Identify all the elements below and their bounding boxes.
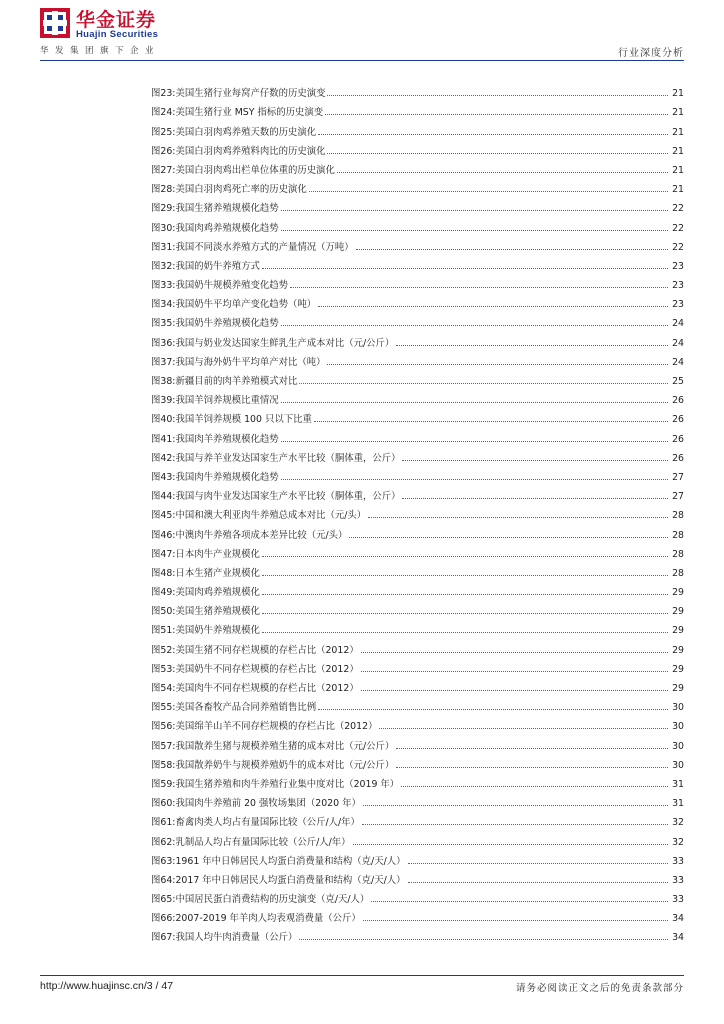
dot-leader (363, 920, 668, 921)
toc-entry[interactable] (151, 905, 684, 924)
dot-leader (318, 306, 668, 307)
figure-number: 图37: (151, 356, 176, 368)
figure-number: 图45: (151, 510, 176, 522)
figure-title: 美国白羽肉鸡养殖天数的历史演化 (175, 126, 317, 138)
figure-number: 图62: (151, 836, 176, 848)
dot-leader (262, 556, 668, 557)
figure-number: 图29: (151, 203, 176, 215)
figure-title: 美国奶牛养殖规模化 (175, 625, 260, 637)
figure-title: 2007-2019 年羊肉人均表观消费量（公斤） (175, 913, 361, 925)
page-number: 30 (672, 759, 684, 771)
toc-entry[interactable] (151, 828, 684, 847)
dot-leader (299, 383, 668, 384)
figure-title: 我国人均牛肉消费量（公斤） (175, 932, 298, 944)
footer-divider (40, 975, 684, 976)
page-number: 24 (672, 337, 684, 349)
figure-title: 我国的奶牛养殖方式 (175, 260, 260, 272)
dot-leader (281, 479, 668, 480)
figure-title: 我国散养生猪与规模养殖生猪的成本对比（元/公斤） (175, 740, 395, 752)
dot-leader (362, 824, 668, 825)
figure-title: 乳制品人均占有量国际比较（公斤/人/年） (175, 836, 351, 848)
toc-entry[interactable] (151, 560, 684, 579)
toc-entry[interactable] (151, 656, 684, 675)
figure-number: 图55: (151, 702, 176, 714)
dot-leader (396, 345, 668, 346)
figure-number: 图44: (151, 491, 176, 503)
page-number: 21 (672, 126, 684, 138)
page-number: 27 (672, 491, 684, 503)
huajin-logo-icon (40, 8, 70, 38)
header-divider (40, 60, 684, 61)
figure-number: 图31: (151, 241, 176, 253)
toc-entry[interactable] (151, 752, 684, 771)
dot-leader (262, 268, 668, 269)
figure-number: 图32: (151, 260, 176, 272)
figure-number: 图33: (151, 280, 176, 292)
figure-title: 我国生猪养殖和肉牛养殖行业集中度对比（2019 年） (175, 778, 400, 790)
figure-title: 美国绵羊山羊不同存栏规模的存栏占比（2012） (175, 721, 378, 733)
page-number: 33 (672, 855, 684, 867)
page-number: 32 (672, 817, 684, 829)
toc-entry[interactable] (151, 368, 684, 387)
dot-leader (408, 882, 668, 883)
dot-leader (402, 460, 668, 461)
dot-leader (327, 153, 668, 154)
dot-leader (325, 114, 668, 115)
page-number: 21 (672, 184, 684, 196)
page-number: 29 (672, 663, 684, 675)
page-number: 34 (672, 932, 684, 944)
figure-title: 我国肉牛养殖前 20 强牧场集团（2020 年） (175, 798, 361, 810)
toc-entry[interactable] (151, 118, 684, 137)
figure-number: 图42: (151, 452, 176, 464)
figure-number: 图61: (151, 817, 176, 829)
toc-entry[interactable] (151, 387, 684, 406)
figure-title: 我国羊饲养规模 100 只以下比重 (175, 414, 312, 426)
page-number: 28 (672, 529, 684, 541)
dot-leader (353, 844, 668, 845)
toc-entry[interactable] (151, 253, 684, 272)
figure-title: 中国和澳大利亚肉牛养殖总成本对比（元/头） (175, 510, 367, 522)
figure-number: 图60: (151, 798, 176, 810)
company-tagline: 华发集团旗下企业 (40, 46, 161, 56)
page-number: 28 (672, 510, 684, 522)
footer-disclaimer: 请务必阅读正文之后的免责条款部分 (515, 983, 684, 994)
figure-number: 图24: (151, 107, 176, 119)
figure-number: 图23: (151, 88, 176, 100)
figure-number: 图43: (151, 471, 176, 483)
toc-entry[interactable] (151, 483, 684, 502)
page-number: 25 (672, 376, 684, 387)
dot-leader (318, 709, 668, 710)
page-number: 29 (672, 683, 684, 694)
dot-leader (368, 517, 668, 518)
page-number: 28 (672, 548, 684, 560)
page-number: 30 (672, 702, 684, 714)
page-number: 21 (672, 145, 684, 157)
page-number: 31 (672, 778, 684, 790)
toc-entry[interactable] (151, 732, 684, 751)
dot-leader (262, 594, 668, 595)
figure-title: 美国各畜牧产品合同养殖销售比例 (175, 702, 317, 714)
figure-title: 我国与养羊业发达国家生产水平比较（胴体重，公斤） (175, 452, 401, 464)
figure-title: 我国散养奶牛与规模养殖奶牛的成本对比（元/公斤） (175, 759, 395, 771)
figure-number: 图25: (151, 126, 176, 138)
figure-number: 图46: (151, 529, 176, 541)
figure-number: 图35: (151, 318, 176, 330)
page-number: 21 (672, 107, 684, 119)
page-number: 29 (672, 587, 684, 599)
page-number: 30 (672, 740, 684, 752)
figure-number: 图30: (151, 222, 176, 234)
toc-entry[interactable] (151, 310, 684, 329)
toc-entry[interactable] (151, 521, 684, 540)
dot-leader (262, 613, 668, 614)
figure-number: 图64: (151, 874, 176, 886)
figure-title: 我国奶牛养殖规模化趋势 (175, 318, 279, 330)
report-type-label: 行业深度分析 (618, 48, 684, 59)
figure-number: 图34: (151, 299, 176, 311)
figure-number: 图36: (151, 337, 176, 349)
dot-leader (356, 249, 668, 250)
dot-leader (262, 575, 668, 576)
toc-entry[interactable] (151, 425, 684, 444)
dot-leader (361, 690, 668, 691)
figure-title: 我国羊饲养规模比重情况 (175, 395, 279, 407)
figure-title: 我国奶牛规模养殖变化趋势 (175, 280, 288, 292)
toc-entry[interactable] (151, 445, 684, 464)
figure-title: 畜禽肉类人均占有量国际比较（公斤/人/年） (175, 817, 360, 829)
dot-leader (281, 325, 668, 326)
figure-number: 图48: (151, 567, 176, 579)
page-number: 29 (672, 606, 684, 618)
figure-title: 1961 年中日韩居民人均蛋白消费量和结构（克/天/人） (175, 855, 406, 867)
toc-entry[interactable] (151, 406, 684, 425)
figure-title: 中国居民蛋白消费结构的历史演变（克/天/人） (175, 894, 370, 906)
toc-entry[interactable] (151, 157, 684, 176)
toc-entry[interactable] (151, 541, 684, 560)
figure-number: 图28: (151, 184, 176, 196)
figure-title: 我国与海外奶牛平均单产对比（吨） (175, 356, 326, 368)
figure-title: 我国与肉牛业发达国家生产水平比较（胴体重，公斤） (175, 491, 401, 503)
page-number: 21 (672, 88, 684, 100)
toc-entry[interactable] (151, 329, 684, 348)
figure-number: 图54: (151, 683, 176, 694)
figure-title: 美国生猪养殖规模化 (175, 606, 260, 618)
figure-title: 我国不同淡水养殖方式的产量情况（万吨） (175, 241, 354, 253)
figure-title: 我国肉鸡养殖规模化趋势 (175, 222, 279, 234)
toc-entry[interactable] (151, 138, 684, 157)
page-number: 27 (672, 471, 684, 483)
figure-number: 图66: (151, 913, 176, 925)
figure-title: 美国生猪行业 MSY 指标的历史演变 (175, 107, 324, 119)
figure-number: 图59: (151, 778, 176, 790)
dot-leader (363, 805, 668, 806)
dot-leader (281, 210, 668, 211)
figure-number: 图40: (151, 414, 176, 426)
dot-leader (309, 191, 668, 192)
page-number: 26 (672, 395, 684, 407)
figure-number: 图39: (151, 395, 176, 407)
figure-number: 图53: (151, 663, 176, 675)
page-number: 23 (672, 299, 684, 311)
dot-leader (290, 287, 668, 288)
toc-entry[interactable] (151, 771, 684, 790)
page-number: 23 (672, 280, 684, 292)
page-number: 28 (672, 567, 684, 579)
dot-leader (337, 172, 668, 173)
page-number: 31 (672, 798, 684, 810)
dot-leader (408, 863, 668, 864)
figure-index-list (151, 80, 684, 943)
toc-entry[interactable] (151, 790, 684, 809)
page-number: 22 (672, 241, 684, 253)
page-number: 24 (672, 356, 684, 368)
dot-leader (281, 441, 668, 442)
toc-entry[interactable] (151, 579, 684, 598)
toc-entry[interactable] (151, 809, 684, 828)
figure-title: 我国肉牛养殖规模化趋势 (175, 471, 279, 483)
figure-title: 日本肉牛产业规模化 (175, 548, 260, 560)
toc-entry[interactable] (151, 924, 684, 943)
dot-leader (318, 134, 668, 135)
page-number: 23 (672, 260, 684, 272)
page-number: 34 (672, 913, 684, 925)
page-number: 26 (672, 414, 684, 426)
toc-entry[interactable] (151, 99, 684, 118)
toc-entry[interactable] (151, 598, 684, 617)
figure-title: 我国与奶业发达国家生鲜乳生产成本对比（元/公斤） (175, 337, 395, 349)
figure-title: 美国白羽肉鸡养殖料肉比的历史演化 (175, 145, 326, 157)
toc-entry[interactable] (151, 502, 684, 521)
dot-leader (361, 671, 668, 672)
figure-title: 美国奶牛不同存栏规模的存栏占比（2012） (175, 663, 359, 675)
page-number: 33 (672, 874, 684, 886)
toc-entry[interactable] (151, 176, 684, 195)
toc-entry[interactable] (151, 214, 684, 233)
toc-entry[interactable] (151, 464, 684, 483)
figure-title: 美国肉牛不同存栏规模的存栏占比（2012） (175, 683, 359, 694)
dot-leader (361, 652, 668, 653)
toc-entry[interactable] (151, 848, 684, 867)
page-number: 33 (672, 894, 684, 906)
figure-title: 美国白羽肉鸡出栏单位体重的历史演化 (175, 164, 335, 176)
dot-leader (299, 939, 668, 940)
toc-entry[interactable] (151, 675, 684, 694)
dot-leader (379, 728, 668, 729)
figure-title: 中澳肉牛养殖各项成本差异比较（元/头） (175, 529, 348, 541)
figure-number: 图51: (151, 625, 176, 637)
page-header (0, 0, 724, 62)
figure-title: 我国肉羊养殖规模化趋势 (175, 433, 279, 445)
dot-leader (314, 421, 668, 422)
dot-leader (262, 632, 668, 633)
figure-number: 图52: (151, 644, 176, 656)
toc-entry[interactable] (151, 80, 684, 99)
toc-entry[interactable] (151, 713, 684, 732)
page-number: 29 (672, 644, 684, 656)
dot-leader (371, 901, 668, 902)
toc-entry[interactable] (151, 272, 684, 291)
page-number: 24 (672, 318, 684, 330)
dot-leader (281, 402, 668, 403)
dot-leader (349, 537, 668, 538)
dot-leader (401, 786, 668, 787)
toc-entry[interactable] (151, 349, 684, 368)
figure-title: 美国白羽肉鸡死亡率的历史演化 (175, 184, 307, 196)
page-number: 22 (672, 203, 684, 215)
dot-leader (327, 364, 668, 365)
toc-entry[interactable] (151, 234, 684, 253)
figure-number: 图58: (151, 759, 176, 771)
toc-entry[interactable] (151, 636, 684, 655)
figure-title: 美国肉鸡养殖规模化 (175, 587, 260, 599)
logo-chinese-name: 华金证券 (76, 9, 157, 31)
figure-number: 图49: (151, 587, 176, 599)
figure-title: 新疆目前的肉羊养殖模式对比 (175, 376, 298, 387)
figure-number: 图38: (151, 376, 176, 387)
dot-leader (281, 230, 668, 231)
figure-title: 美国生猪行业每窝产仔数的历史演变 (175, 88, 326, 100)
figure-title: 日本生猪产业规模化 (175, 567, 260, 579)
dot-leader (396, 748, 668, 749)
toc-entry[interactable] (151, 694, 684, 713)
page-number: 26 (672, 433, 684, 445)
figure-number: 图56: (151, 721, 176, 733)
figure-number: 图41: (151, 433, 176, 445)
page-number: 22 (672, 222, 684, 234)
toc-entry[interactable] (151, 867, 684, 886)
dot-leader (402, 498, 668, 499)
toc-entry[interactable] (151, 291, 684, 310)
figure-number: 图67: (151, 932, 176, 944)
page-number: 32 (672, 836, 684, 848)
logo-english-name: Huajin Securities (76, 29, 159, 40)
footer-url-page[interactable]: http://www.huajinsc.cn/3 / 47 (40, 980, 174, 992)
toc-entry[interactable] (151, 195, 684, 214)
figure-number: 图27: (151, 164, 176, 176)
figure-number: 图57: (151, 740, 176, 752)
page-number: 21 (672, 164, 684, 176)
figure-number: 图65: (151, 894, 176, 906)
page-number: 30 (672, 721, 684, 733)
figure-title: 我国生猪养殖规模化趋势 (175, 203, 279, 215)
figure-number: 图47: (151, 548, 176, 560)
figure-number: 图50: (151, 606, 176, 618)
figure-number: 图26: (151, 145, 176, 157)
figure-title: 美国生猪不同存栏规模的存栏占比（2012） (175, 644, 359, 656)
page-number: 26 (672, 452, 684, 464)
figure-title: 2017 年中日韩居民人均蛋白消费量和结构（克/天/人） (175, 874, 406, 886)
toc-entry[interactable] (151, 886, 684, 905)
toc-entry[interactable] (151, 617, 684, 636)
figure-title: 我国奶牛平均单产变化趋势（吨） (175, 299, 317, 311)
figure-number: 图63: (151, 855, 176, 867)
dot-leader (327, 95, 668, 96)
dot-leader (396, 767, 668, 768)
page-number: 29 (672, 625, 684, 637)
